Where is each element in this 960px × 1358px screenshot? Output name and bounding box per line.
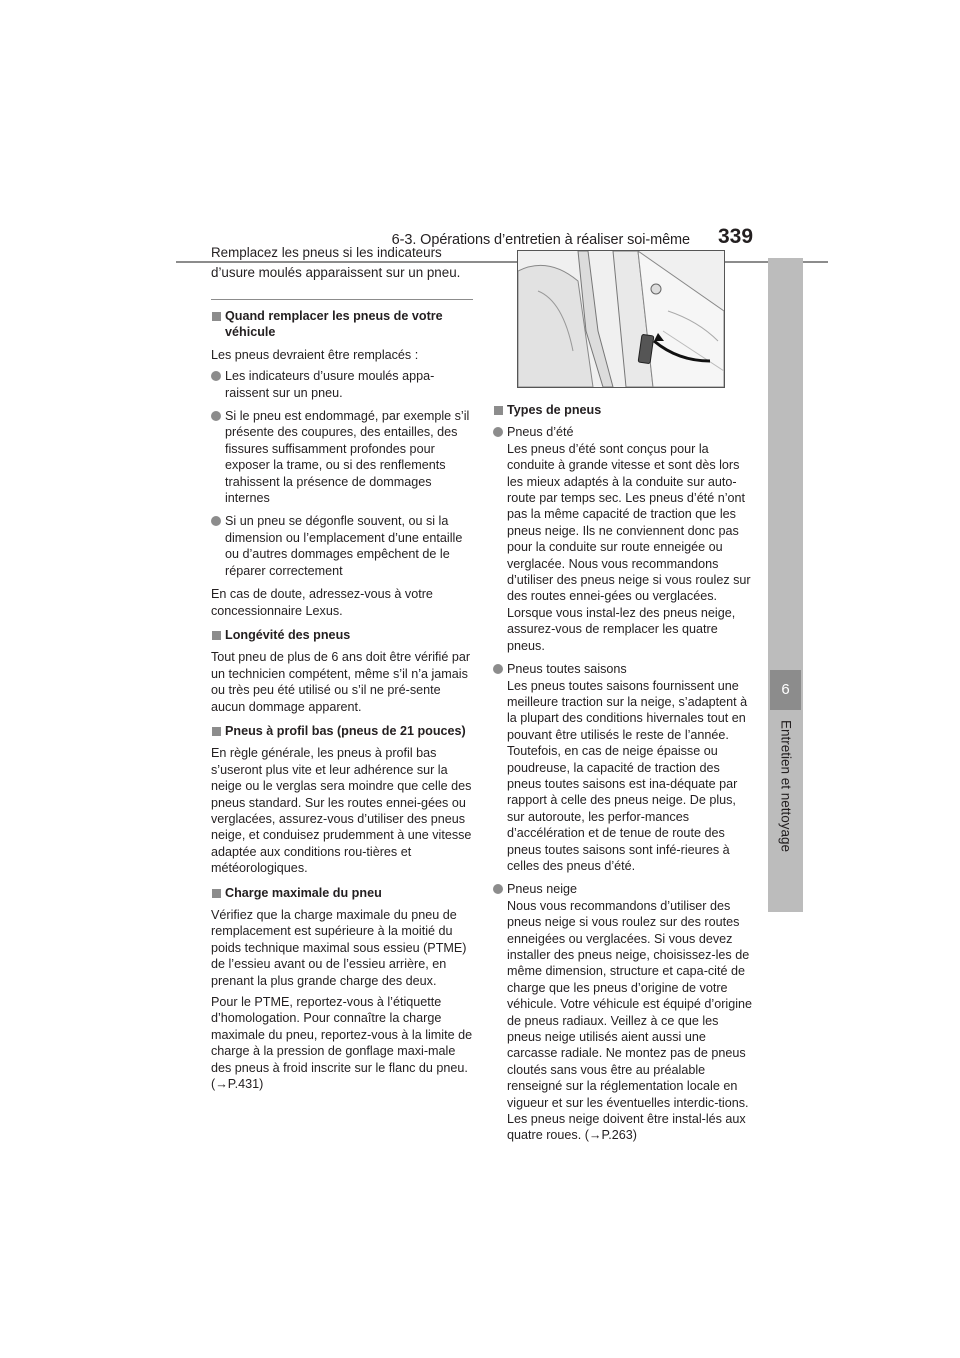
chapter-title: Entretien et nettoyage: [778, 719, 794, 853]
left-column: [211, 243, 473, 1097]
summer-tires-text: Les pneus d’été sont conçus pour la conduite à grande vitesse et sont dès lors les mieux adaptés à la conduite sur auto-route par temps sec. Les pneus d’été n’ont pas la même capacité de traction que les pneus neige. Ils ne conviennent donc pas pour la conduite sur route enneigée ou verglacée. Nous vous recommandons d’utiliser des pneus neige si vous roulez sur des routes ennei-gées ou verglacées. Lorsque vous instal-lez des pneus neige, assurez-vous de remplacer les quatre pneus.: [507, 441, 751, 653]
all-season-tires-title: Pneus toutes saisons: [507, 662, 627, 677]
bullet-item: Si le pneu est endommagé, par exemple s’il présente des coupures, des entailles, des fissures suffisamment profondes pour exposer la trame, ou si des renflements trahissent la présence de dommages internes: [211, 408, 473, 506]
all-season-tires-item: [493, 661, 755, 874]
right-column: [493, 394, 755, 1151]
heading-longevity: Longévité des pneus: [211, 627, 473, 643]
all-season-tires-text: Les pneus toutes saisons fournissent une meilleure traction sur la neige, s’adaptent à la plupart des conditions hivernales tout en pouvant être utilisés le reste de l’année. Toutefois, en cas de neige épaisse ou poudreuse, la capacité de traction des pneus toutes saisons est ina-déquate par rapport à celle des pneus neige. De plus, sur autoroute, les perfor-mances d’accélération et de tenue de route des pneus toutes saisons sont infé-rieures à celles des pneus d’été.: [507, 678, 748, 873]
page-number: 339: [718, 225, 754, 248]
heading-low-profile: Pneus à profil bas (pneus de 21 pouces): [211, 723, 473, 739]
heading-when-replace: Quand remplacer les pneus de votre véhicule: [211, 308, 473, 341]
bullet-item: Les indicateurs d’usure moulés appa-raissent sur un pneu.: [211, 368, 473, 401]
chapter-number: 6: [770, 670, 801, 710]
bullet-item: Si un pneu se dégonfle souvent, ou si la dimension ou l’emplacement d’une entaille ou d’autres dommages empêchent de le réparer correctement: [211, 513, 473, 579]
low-profile-text: En règle générale, les pneus à profil bas s’useront plus vite et leur adhérence sur la neige ou le verglas sera moindre que celle des pneus standard. Sur les routes ennei-gées ou verglacées, assurez-vous d’utiliser des pneus neige, et conduisez prudemment à une vitesse adaptée aux conditions rou-tières et météorologiques.: [211, 746, 472, 876]
intro-text: Remplacez les pneus si les indicateurs d’usure moulés apparaissent sur un pneu.: [211, 245, 461, 280]
longevity-text: Tout pneu de plus de 6 ans doit être vérifié par un technicien compétent, même s’il n’a jamais ou très peu été utilisé ou s’il ne pré-sente aucun dommage apparent.: [211, 650, 471, 714]
snow-tires-title: Pneus neige: [507, 882, 578, 897]
when-replace-closing: En cas de doute, adressez-vous à votre concessionnaire Lexus.: [211, 587, 433, 618]
max-load-text-2-body: Pour le PTME, reportez-vous à l’étiquette d’homologation. Pour connaître la charge maximale du pneu, reportez-vous à la limite de charge à la pression de gonflage maxi-male des pneus à froid inscrite sur le flanc du pneu. (: [211, 995, 473, 1092]
heading-max-load: Charge maximale du pneu: [211, 885, 473, 901]
page-reference-link[interactable]: →P.263): [588, 1128, 637, 1143]
snow-tires-text: Nous vous recommandons d’utiliser des pneus neige si vous roulez sur des routes enneigées ou verglacées. Si vous devez installer des pneus neige, choisissez-les de même dimension, structure et capa-cité de charge que les pneus d’origine de votre véhicule. Votre véhicule est équipé d’origine de pneus radiaux. Veillez à ce que les pneus neige utilisés aient aussi une carcasse radiale. Ne montez pas de pneus cloutés sans vous être au préalable renseigné sur la réglementation locale en vigueur et sur les éventuelles interdic-tions. Les pneus neige doivent être instal-lés aux quatre roues. (: [507, 898, 753, 1143]
page-reference-link[interactable]: →P.431): [215, 1077, 264, 1092]
section-divider: [211, 299, 473, 300]
when-replace-lead: Les pneus devraient être remplacés :: [211, 347, 419, 362]
max-load-text-1: Vérifiez que la charge maximale du pneu de remplacement est supérieure à la moitié du poids technique maximal sous essieu (PTME) de l’essieu avant ou de l’essieu arrière, en prenant la plus grande charge des deux.: [211, 908, 467, 988]
summer-tires-item: [493, 424, 755, 654]
summer-tires-title: Pneus d’été: [507, 425, 574, 440]
door-pillar-illustration: [517, 250, 725, 388]
tire-label-location-figure: [518, 251, 724, 387]
snow-tires-item: [493, 881, 755, 1144]
heading-tire-types: Types de pneus: [493, 402, 755, 418]
snow-tires-text-wrap: [507, 898, 755, 1144]
section-title: 6-3. Opérations d’entretien à réaliser soi-même: [391, 232, 690, 248]
max-load-text-2: [211, 994, 473, 1092]
